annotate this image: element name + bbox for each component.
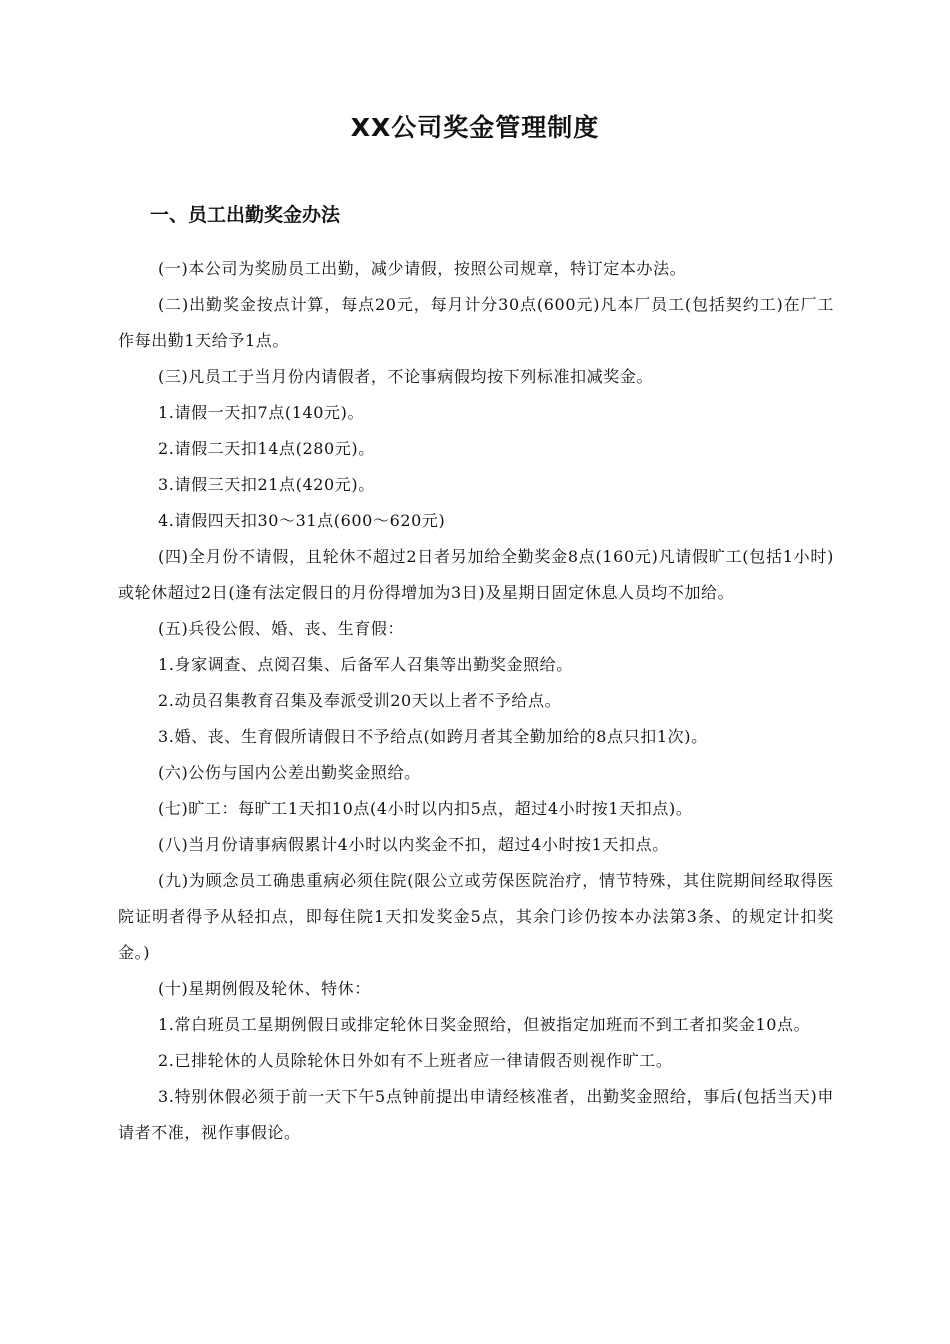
- paragraph: (五)兵役公假、婚、丧、生育假：: [158, 619, 405, 638]
- paragraph: (十)星期例假及轮休、特休：: [158, 979, 371, 998]
- document-body: [118, 251, 834, 1151]
- paragraph: 2.请假二天扣14点(280元)。: [158, 439, 375, 458]
- paragraph: 1.常白班员工星期例假日或排定轮休日奖金照给，但被指定加班而不到工者扣奖金10点。: [158, 1015, 811, 1034]
- paragraph: (七)旷工：每旷工1天扣10点(4小时以内扣5点，超过4小时按1天扣点)。: [158, 799, 693, 818]
- paragraph: 4.请假四天扣30～31点(600～620元): [158, 511, 446, 530]
- paragraph: (二)出勤奖金按点计算，每点20元，每月计分30点(600元)凡本厂员工(包括契约工)在厂工作每出勤1天给予1点。: [118, 295, 834, 350]
- paragraph: (九)为顾念员工确患重病必须住院(限公立或劳保医院治疗，情节特殊，其住院期间经取得医院证明者得予从轻扣点，即每住院1天扣发奖金5点，其余门诊仍按本办法第3条、的规定计扣奖金。): [118, 871, 834, 962]
- paragraph: 3.婚、丧、生育假所请假日不予给点(如跨月者其全勤加给的8点只扣1次)。: [158, 727, 708, 746]
- paragraph: 3.特别休假必须于前一天下午5点钟前提出申请经核准者，出勤奖金照给，事后(包括当天)申请者不准，视作事假论。: [118, 1087, 834, 1142]
- paragraph: (四)全月份不请假，且轮休不超过2日者另加给全勤奖金8点(160元)凡请假旷工(包括1小时)或轮休超过2日(逢有法定假日的月份得增加为3日)及星期日固定休息人员均不加给。: [118, 547, 834, 602]
- paragraph: 2.动员召集教育召集及奉派受训20天以上者不予给点。: [158, 691, 562, 710]
- paragraph: 1.身家调查、点阅召集、后备军人召集等出勤奖金照给。: [158, 655, 573, 674]
- document-title: XX公司奖金管理制度: [350, 113, 600, 142]
- paragraph: (一)本公司为奖励员工出勤，减少请假，按照公司规章，特订定本办法。: [158, 259, 687, 278]
- paragraph: (八)当月份请事病假累计4小时以内奖金不扣，超过4小时按1天扣点。: [158, 835, 669, 854]
- paragraph: (三)凡员工于当月份内请假者，不论事病假均按下列标准扣减奖金。: [158, 367, 654, 386]
- paragraph: (六)公伤与国内公差出勤奖金照给。: [158, 763, 421, 782]
- paragraph: 3.请假三天扣21点(420元)。: [158, 475, 375, 494]
- paragraph: 1.请假一天扣7点(140元)。: [158, 403, 365, 422]
- section-heading: 一、员工出勤奖金办法: [150, 204, 341, 226]
- paragraph: 2.已排轮休的人员除轮休日外如有不上班者应一律请假否则视作旷工。: [158, 1051, 673, 1070]
